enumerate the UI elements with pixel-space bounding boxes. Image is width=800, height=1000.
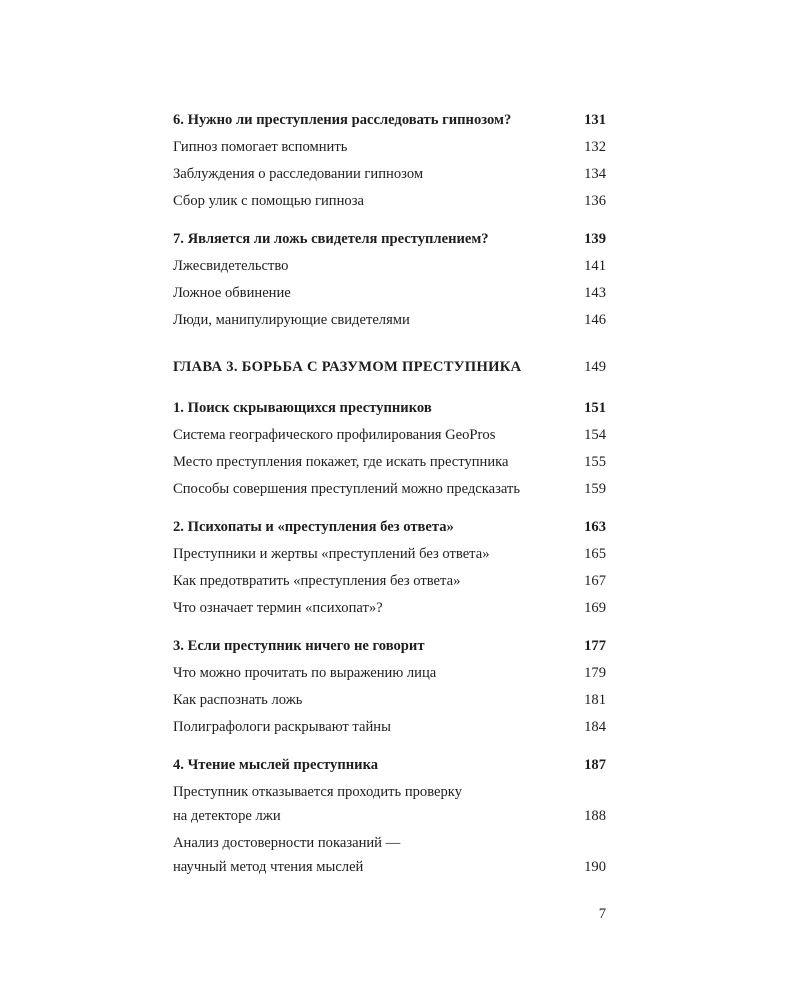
toc-item[interactable]: [173, 253, 606, 280]
toc-entry-title: Люди, манипулирующие свидетелями: [173, 312, 410, 328]
toc-section-1[interactable]: [173, 395, 606, 422]
spacer: [173, 334, 606, 354]
toc-item[interactable]: [173, 134, 606, 161]
toc-entry-title: Полиграфологи раскрывают тайны: [173, 719, 391, 735]
toc-item[interactable]: [173, 779, 606, 830]
toc-entry-title: Заблуждения о расследовании гипнозом: [173, 166, 424, 182]
toc-entry-page: 190: [584, 859, 606, 875]
toc-chapter-3[interactable]: [173, 354, 606, 381]
toc-entry-page: 151: [584, 400, 606, 416]
spacer: [173, 622, 606, 633]
toc-entry-line: научный метод чтения мыслей: [173, 859, 364, 875]
page-number: 7: [598, 906, 606, 922]
toc-entry-title: 6. Нужно ли преступления расследовать гипнозом?: [173, 112, 512, 128]
toc-entry-page: 154: [584, 427, 606, 443]
toc-entry-page: 179: [584, 665, 606, 681]
toc-entry-page: 163: [584, 519, 606, 535]
spacer: [173, 215, 606, 226]
toc-entry-page: 167: [584, 573, 606, 589]
toc-entry-title: 4. Чтение мыслей преступника: [173, 757, 379, 773]
table-of-contents: [173, 107, 606, 881]
toc-item[interactable]: [173, 714, 606, 741]
toc-entry-title: 1. Поиск скрывающихся преступников: [173, 400, 432, 416]
toc-section-4[interactable]: [173, 752, 606, 779]
toc-item[interactable]: [173, 687, 606, 714]
toc-entry-title: 3. Если преступник ничего не говорит: [173, 638, 425, 654]
toc-entry-title: [173, 780, 462, 828]
toc-entry-title: Гипноз помогает вспомнить: [173, 139, 348, 155]
spacer: [173, 381, 606, 395]
toc-entry-page: 165: [584, 546, 606, 562]
toc-entry-title: Способы совершения преступлений можно предсказать: [173, 481, 521, 497]
toc-item[interactable]: [173, 476, 606, 503]
toc-entry-title: Ложное обвинение: [173, 285, 291, 301]
toc-entry-page: 177: [584, 638, 606, 654]
toc-entry-page: 131: [584, 112, 606, 128]
toc-section-7[interactable]: [173, 226, 606, 253]
toc-entry-title: Что можно прочитать по выражению лица: [173, 665, 437, 681]
toc-section-6[interactable]: [173, 107, 606, 134]
toc-item[interactable]: [173, 541, 606, 568]
toc-item[interactable]: [173, 449, 606, 476]
toc-item[interactable]: [173, 280, 606, 307]
toc-item[interactable]: [173, 830, 606, 881]
toc-entry-page: 187: [584, 757, 606, 773]
toc-entry-title: Сбор улик с помощью гипноза: [173, 193, 364, 209]
toc-item[interactable]: [173, 568, 606, 595]
toc-entry-page: 188: [584, 808, 606, 824]
toc-entry-page: 149: [584, 359, 606, 375]
toc-entry-title: Что означает термин «психопат»?: [173, 600, 383, 616]
toc-entry-title: 7. Является ли ложь свидетеля преступлением?: [173, 231, 489, 247]
toc-entry-page: 159: [584, 481, 606, 497]
toc-entry-title: [173, 831, 400, 879]
toc-entry-page: 132: [584, 139, 606, 155]
toc-entry-title: Как распознать ложь: [173, 692, 303, 708]
toc-item[interactable]: [173, 660, 606, 687]
toc-entry-title: 2. Психопаты и «преступления без ответа»: [173, 519, 454, 535]
toc-item[interactable]: [173, 595, 606, 622]
toc-entry-page: 134: [584, 166, 606, 182]
toc-item[interactable]: [173, 422, 606, 449]
toc-entry-page: 139: [584, 231, 606, 247]
toc-entry-title: ГЛАВА 3. БОРЬБА С РАЗУМОМ ПРЕСТУПНИКА: [173, 359, 522, 375]
toc-entry-title: Система географического профилирования GeoPros: [173, 427, 496, 443]
toc-entry-line: на детекторе лжи: [173, 808, 281, 824]
spacer: [173, 503, 606, 514]
toc-entry-line: Преступник отказывается проходить проверку: [173, 784, 462, 800]
toc-item[interactable]: [173, 161, 606, 188]
toc-entry-title: Преступники и жертвы «преступлений без ответа»: [173, 546, 490, 562]
toc-item[interactable]: [173, 307, 606, 334]
toc-entry-page: 136: [584, 193, 606, 209]
toc-entry-page: 141: [584, 258, 606, 274]
spacer: [173, 741, 606, 752]
toc-entry-line: Анализ достоверности показаний —: [173, 835, 401, 851]
toc-entry-page: 143: [584, 285, 606, 301]
toc-entry-title: Лжесвидетельство: [173, 258, 289, 274]
toc-entry-title: Место преступления покажет, где искать преступника: [173, 454, 509, 470]
toc-section-2[interactable]: [173, 514, 606, 541]
toc-entry-page: 184: [584, 719, 606, 735]
toc-item[interactable]: [173, 188, 606, 215]
toc-entry-title: Как предотвратить «преступления без ответа»: [173, 573, 461, 589]
toc-entry-page: 181: [584, 692, 606, 708]
toc-section-3[interactable]: [173, 633, 606, 660]
toc-entry-page: 146: [584, 312, 606, 328]
toc-entry-page: 155: [584, 454, 606, 470]
toc-entry-page: 169: [584, 600, 606, 616]
